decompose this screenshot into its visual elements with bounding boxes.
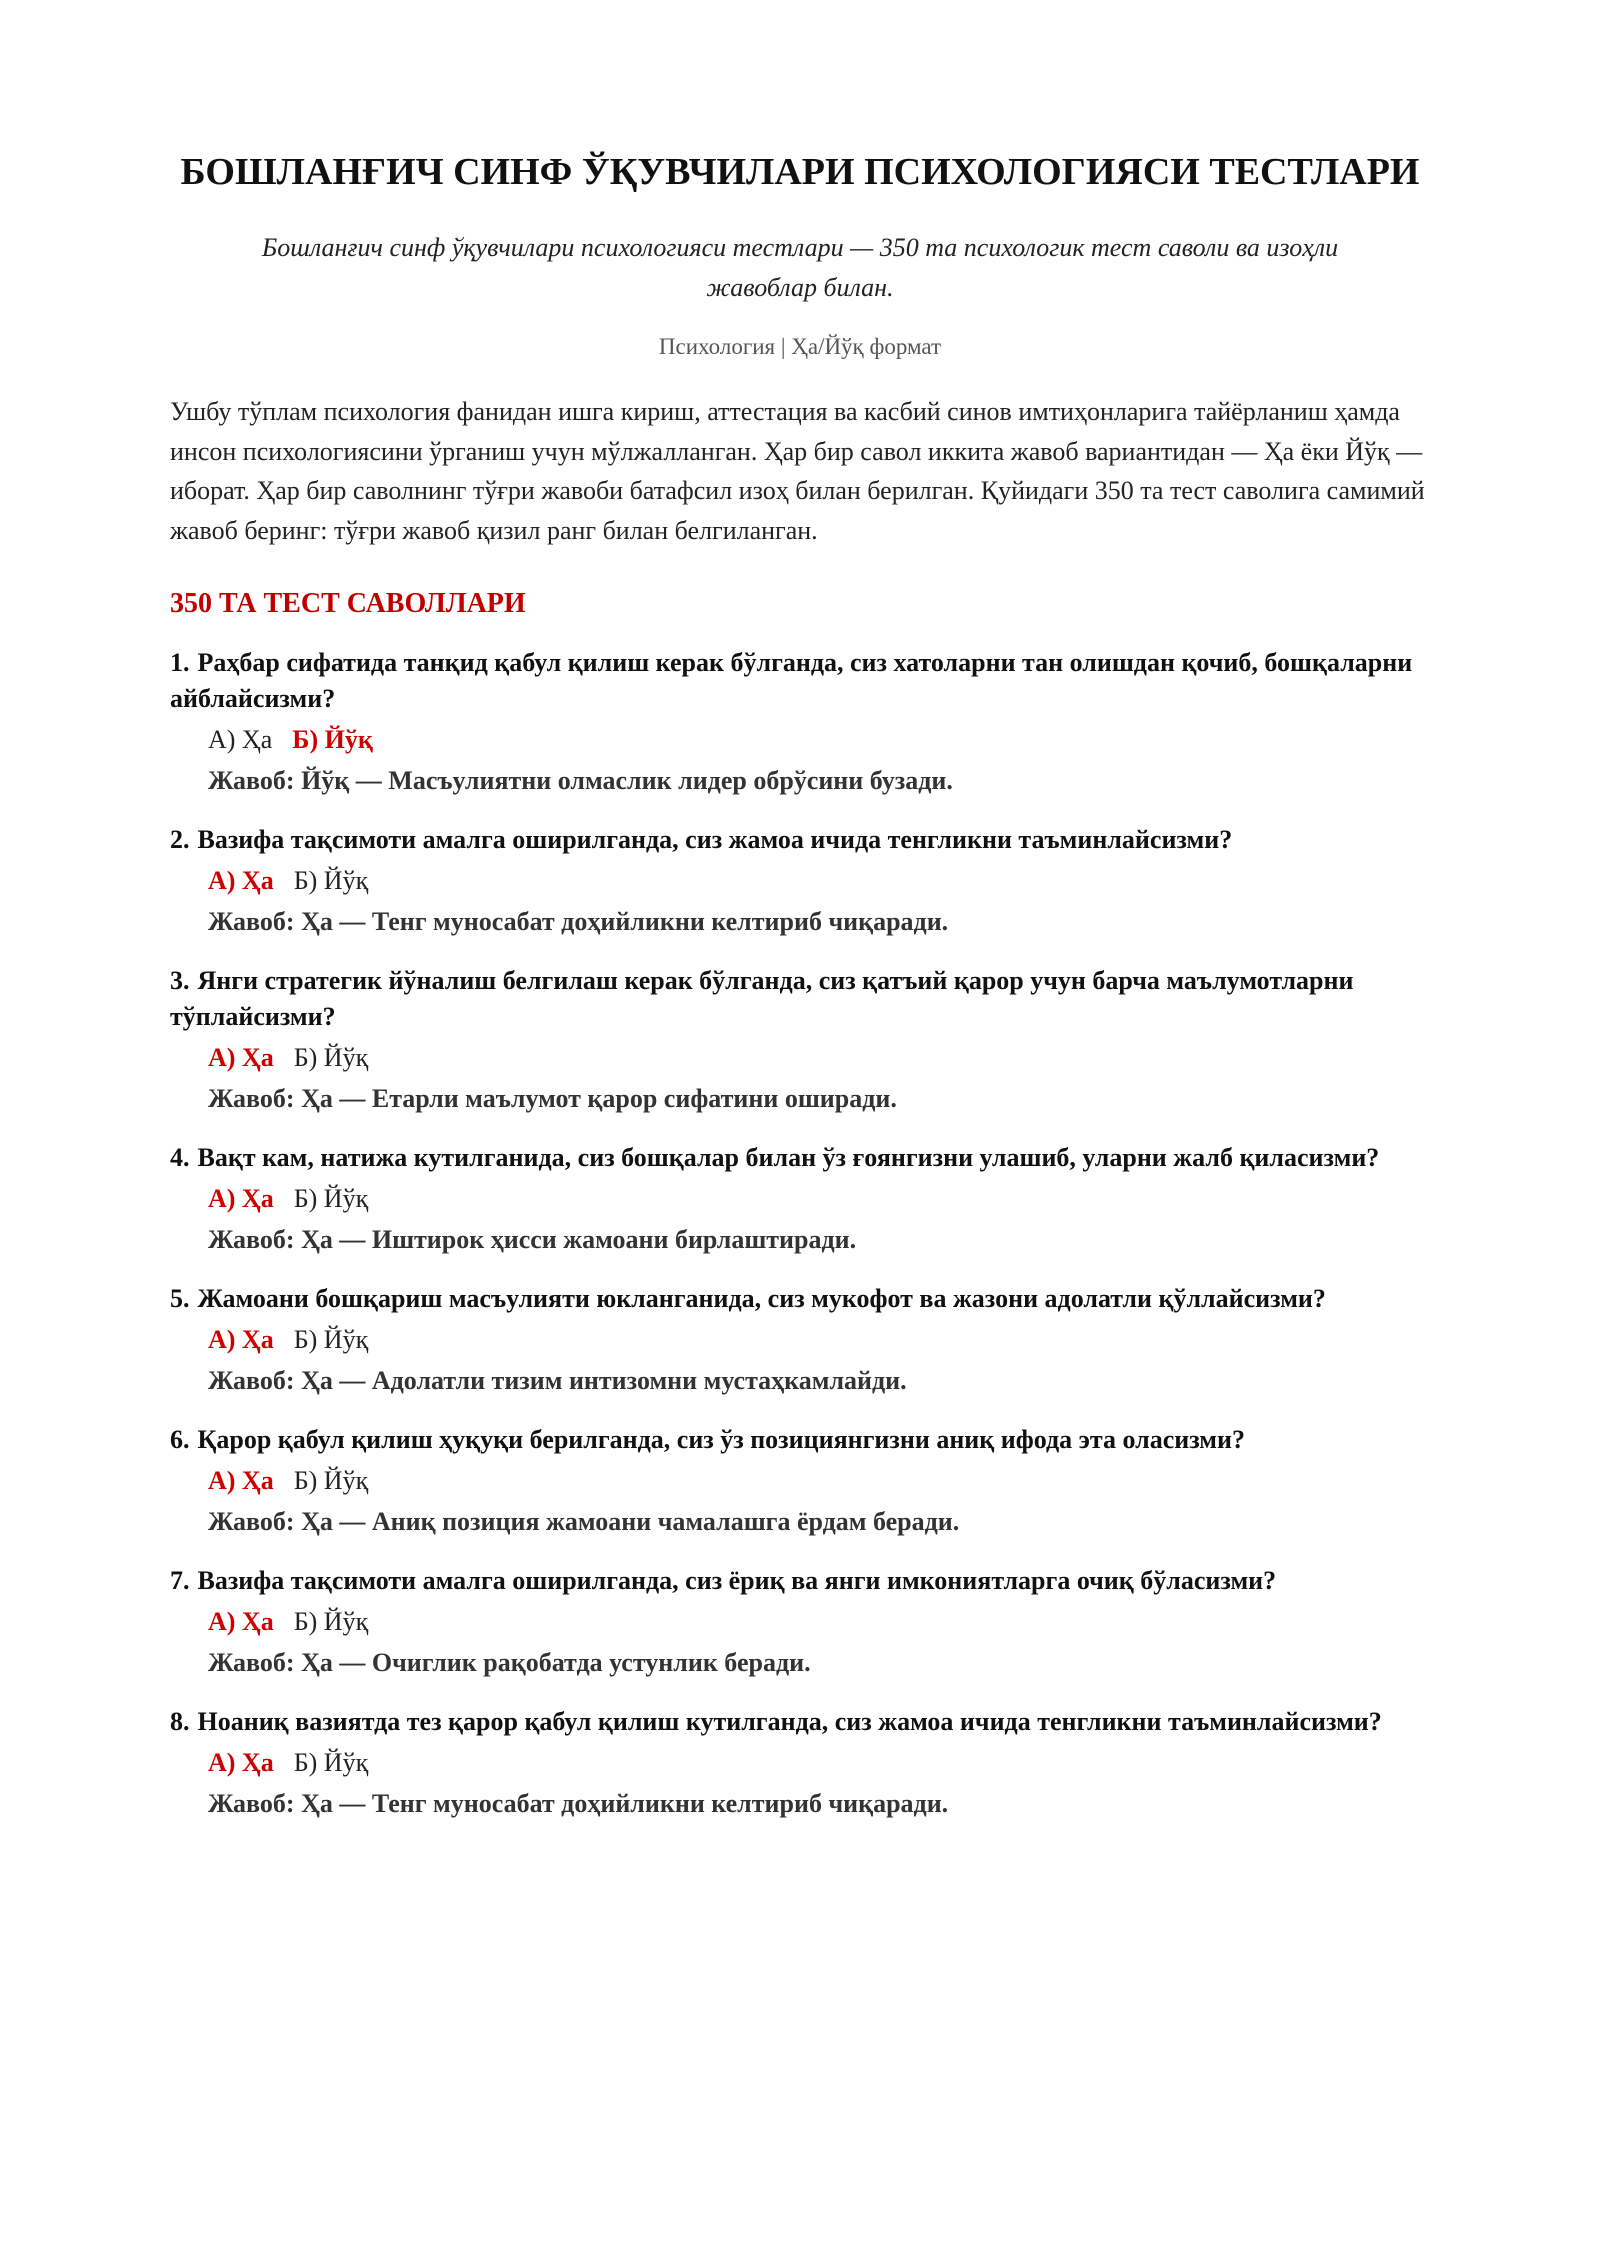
option-b[interactable]: Б) Йўқ [293,866,369,895]
question-number: 7. [170,1566,190,1595]
answer-explanation: Жавоб: Ҳа — Етарли маълумот қарор сифатини оширади. [208,1084,897,1113]
answer-options [170,1040,1430,1076]
question-body: Раҳбар сифатида танқид қабул қилиш керак бўлганда, сиз хатоларни тан олишдан қочиб, бошқаларни айблайсизми? [170,648,1413,713]
option-a-correct[interactable]: А) Ҳа [208,1607,274,1636]
question-3 [170,963,1430,1117]
question-number: 5. [170,1284,190,1313]
answer-options [170,1463,1430,1499]
question-text [170,645,1430,717]
question-4 [170,1140,1430,1258]
answer-explanation: Жавоб: Ҳа — Тенг муносабат доҳийликни келтириб чиқаради. [208,1789,949,1818]
option-b-correct[interactable]: Б) Йўқ [292,725,373,754]
question-text [170,963,1430,1035]
question-number: 6. [170,1425,190,1454]
document-title: БОШЛАНҒИЧ СИНФ ЎҚУВЧИЛАРИ ПСИХОЛОГИЯСИ ТЕСТЛАРИ [180,151,1420,193]
answer-options [170,1604,1430,1640]
question-5 [170,1281,1430,1399]
answer-explanation: Жавоб: Ҳа — Иштирок ҳисси жамоани бирлаштиради. [208,1225,857,1254]
option-a-correct[interactable]: А) Ҳа [208,1325,274,1354]
option-a-correct[interactable]: А) Ҳа [208,1043,274,1072]
answer-options [170,863,1430,899]
option-b[interactable]: Б) Йўқ [293,1184,369,1213]
question-text [170,1704,1430,1740]
answer-options [170,722,1430,758]
option-a-correct[interactable]: А) Ҳа [208,1466,274,1495]
question-text [170,822,1430,858]
question-number: 2. [170,825,190,854]
answer-options [170,1322,1430,1358]
answer-options [170,1181,1430,1217]
option-a-correct[interactable]: А) Ҳа [208,866,274,895]
answer-options [170,1745,1430,1781]
question-6 [170,1422,1430,1540]
answer-explanation: Жавоб: Йўқ — Масъулиятни олмаслик лидер обрўсини бузади. [208,766,953,795]
question-text [170,1422,1430,1458]
question-text [170,1563,1430,1599]
option-b[interactable]: Б) Йўқ [293,1043,369,1072]
question-body: Қарор қабул қилиш ҳуқуқи берилганда, сиз ўз позициянгизни аниқ ифода эта оласизми? [197,1425,1245,1454]
question-number: 3. [170,966,190,995]
question-body: Жамоани бошқариш масъулияти юклангaнида, сиз мукофот ва жазони адолатли қўллайсизми? [197,1284,1326,1313]
question-body: Вазифа тақсимоти амалга оширилганда, сиз жамоа ичида тенгликни таъминлайсизми? [197,825,1233,854]
question-text [170,1140,1430,1176]
question-text [170,1281,1430,1317]
answer-explanation: Жавоб: Ҳа — Тенг муносабат доҳийликни келтириб чиқаради. [208,907,949,936]
question-body: Вазифа тақсимоти амалга оширилганда, сиз ёриқ ва янги имкониятларга очиқ бўласизми? [197,1566,1277,1595]
question-number: 1. [170,648,190,677]
document-subtitle: Бошланғич синф ўқувчилари психологияси тестлари — 350 та психологик тест саволи ва изоҳли жавоблар билан. [261,233,1339,302]
question-2 [170,822,1430,940]
question-8 [170,1704,1430,1822]
question-body: Ноаниқ вазиятда тез қарор қабул қилиш кутилганда, сиз жамоа ичида тенгликни таъминлайсизми? [197,1707,1382,1736]
question-number: 8. [170,1707,190,1736]
question-1 [170,645,1430,799]
option-a[interactable]: А) Ҳа [208,725,273,754]
option-a-correct[interactable]: А) Ҳа [208,1184,274,1213]
option-b[interactable]: Б) Йўқ [293,1325,369,1354]
option-a-correct[interactable]: А) Ҳа [208,1748,274,1777]
question-7 [170,1563,1430,1681]
intro-paragraph: Ушбу тўплам психология фанидан ишга кириш, аттестация ва касбий синов имтиҳонларига тайёрланиш ҳамда инсон психологиясини ўрганиш учун мўлжалланган. Ҳар бир савол иккита жавоб вариантидан — Ҳа ёки Йўқ — иборат. Ҳар бир саволнинг тўғри жавоби батафсил изоҳ билан берилган. Қуйидаги 350 та тест саволига самимий жавоб беринг: тўғри жавоб қизил ранг билан белгиланган. [170,397,1425,545]
question-number: 4. [170,1143,190,1172]
document-meta: Психология | Ҳа/Йўқ формат [658,334,942,359]
answer-explanation: Жавоб: Ҳа — Адолатли тизим интизомни мустаҳкамлайди. [208,1366,907,1395]
answer-explanation: Жавоб: Ҳа — Очиглик рақобатда устунлик беради. [208,1648,811,1677]
question-body: Вақт кам, натижа кутилганида, сиз бошқалар билан ўз ғоянгизни улашиб, уларни жалб қиласизми? [197,1143,1380,1172]
option-b[interactable]: Б) Йўқ [293,1466,369,1495]
option-b[interactable]: Б) Йўқ [293,1607,369,1636]
section-heading: 350 ТА ТЕСТ САВОЛЛАРИ [170,588,526,619]
answer-explanation: Жавоб: Ҳа — Аниқ позиция жамоани чамалашга ёрдам беради. [208,1507,960,1536]
question-body: Янги стратегик йўналиш белгилаш керак бўлганда, сиз қатъий қарор учун барча маълумотларни тўплайсизми? [170,966,1354,1031]
option-b[interactable]: Б) Йўқ [293,1748,369,1777]
